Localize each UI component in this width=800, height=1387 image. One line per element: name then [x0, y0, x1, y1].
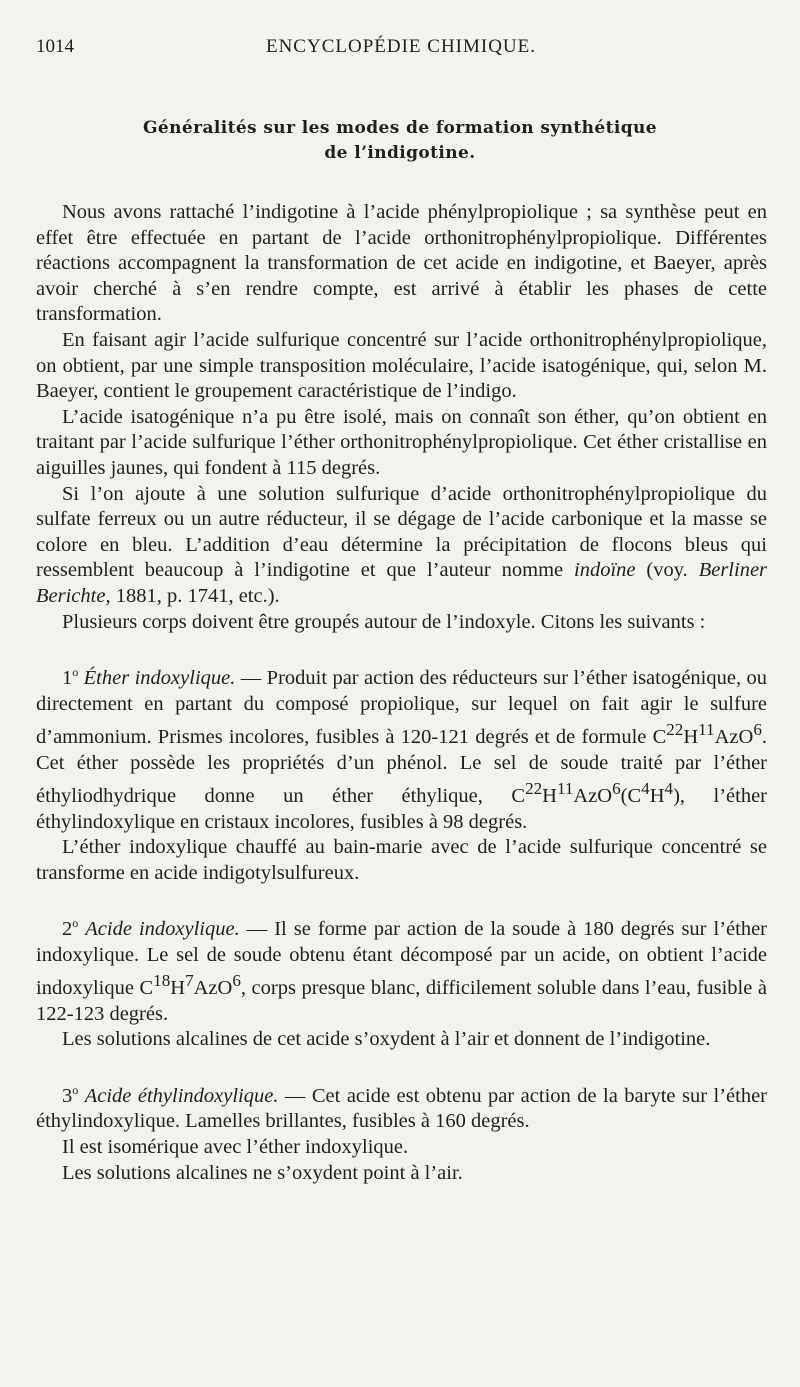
body-text	[36, 200, 767, 1186]
paragraph-2: En faisant agir l’acide sulfurique concentré sur l’acide orthonitrophénylpropiolique, on obtient, par une simple transposition moléculaire, l’acide isatogénique, qui, selon M. Baeyer, contient le groupement caractéristique de l’indigo.	[36, 328, 767, 403]
paragraph-3: L’acide isatogénique n’a pu être isolé, mais on connaît son éther, qu’on obtient en traitant par l’acide sulfurique l’éther orthonitrophénylpropiolique. Cet éther cristallise en aiguilles jaunes, qui fondent à 115 degrés.	[36, 405, 767, 479]
paragraph-1: Nous avons rattaché l’indigotine à l’acide phénylpropiolique ; sa synthèse peut en effet être effectuée en partant de l’acide orthonitrophénylpropiolique. Différentes réactions accompagnent la transformation de cet acide en indigotine, et Baeyer, après avoir cherché à s’en rendre compte, est arrivé à établir les phases de cette transformation.	[36, 201, 767, 326]
paragraph-4-citation: 1881, p. 1741, etc.).	[115, 584, 280, 607]
section-title-line-2: de l’indigotine.	[324, 143, 476, 163]
paragraph-4-ref: (voy.	[646, 559, 688, 582]
item-1-name: Éther indoxylique.	[83, 666, 236, 689]
item-1-follow: L’éther indoxylique chauffé au bain-marie avec de l’acide sulfurique concentré se transforme en acide indigotylsulfureux.	[36, 836, 767, 884]
section-title-line-1: Généralités sur les modes de formation synthétique	[142, 118, 657, 138]
paragraph-5: Plusieurs corps doivent être groupés autour de l’indoxyle. Citons les suivants :	[62, 610, 706, 633]
item-1-number: 1$^o$	[62, 665, 79, 689]
item-3-follow-2: Les solutions alcalines ne s’oxydent point à l’air.	[62, 1161, 463, 1184]
item-3-name: Acide éthylindoxylique.	[84, 1084, 279, 1107]
running-title: ENCYCLOPÉDIE CHIMIQUE.	[265, 36, 537, 57]
item-3-number: 3$^o$	[62, 1082, 79, 1107]
page-header	[36, 36, 766, 60]
paragraph-4	[36, 482, 767, 610]
paragraph-4-text: Si l’on ajoute à une solution sulfurique d’acide orthonitrophénylpropiolique du sulfate ferreux ou un autre réducteur, il se dégage de l’acide carbonique et la masse se colore en bleu. L’addition d’eau détermine la précipitation de flocons bleus qui ressemblent beaucoup à l’indigotine et que l’auteur nomme	[36, 482, 767, 582]
item-2-follow: Les solutions alcalines de cet acide s’oxydent à l’air et donnent de l’indigotine.	[62, 1028, 711, 1051]
item-2: 2$^o$ Acide indoxylique. — Il se forme par action de la soude à 180 degrés sur l’éther indoxylique. Le sel de soude obtenu étant décomposé par un acide, on obtient l’acide indoxylique $C^{18}H^7AzO^6$, corps presque blanc, difficilement soluble dans l’eau, fusible à 122-123 degrés.	[36, 916, 767, 1025]
item-3-follow-1: Il est isomérique avec l’éther indoxylique.	[62, 1135, 409, 1158]
item-3: 3$^o$ Acide éthylindoxylique. — Cet acide est obtenu par action de la baryte sur l’éther éthylindoxylique. Lamelles brillantes, fusibles à 160 degrés.	[36, 1082, 768, 1133]
item-1: 1$^o$ Éther indoxylique. — Produit par action des réducteurs sur l’éther isatogénique, ou directement en partant du composé propiolique, sur lequel on fait agir le sulfure d’ammonium. Prismes incolores, fusibles à 120-121 degrés et de formule $C^{22}H^{11}AzO^6$. Cet éther possède les propriétés d’un phénol. Le sel de soude traité par l’éther éthyliodhydrique donne un éther éthylique, $C^{22}H^{11}AzO^6(C^4H^4)$, l’éther éthylindoxylique en cristaux incolores, fusibles à 98 degrés.	[36, 665, 768, 833]
item-2-name: Acide indoxylique.	[85, 918, 240, 941]
journal-name: Berliner Berichte,	[36, 559, 768, 607]
term-indoine: indoïne	[574, 559, 636, 582]
item-2-number: 2$^o$	[62, 916, 79, 941]
section-title	[70, 116, 730, 166]
page-number: 1014	[36, 36, 74, 57]
